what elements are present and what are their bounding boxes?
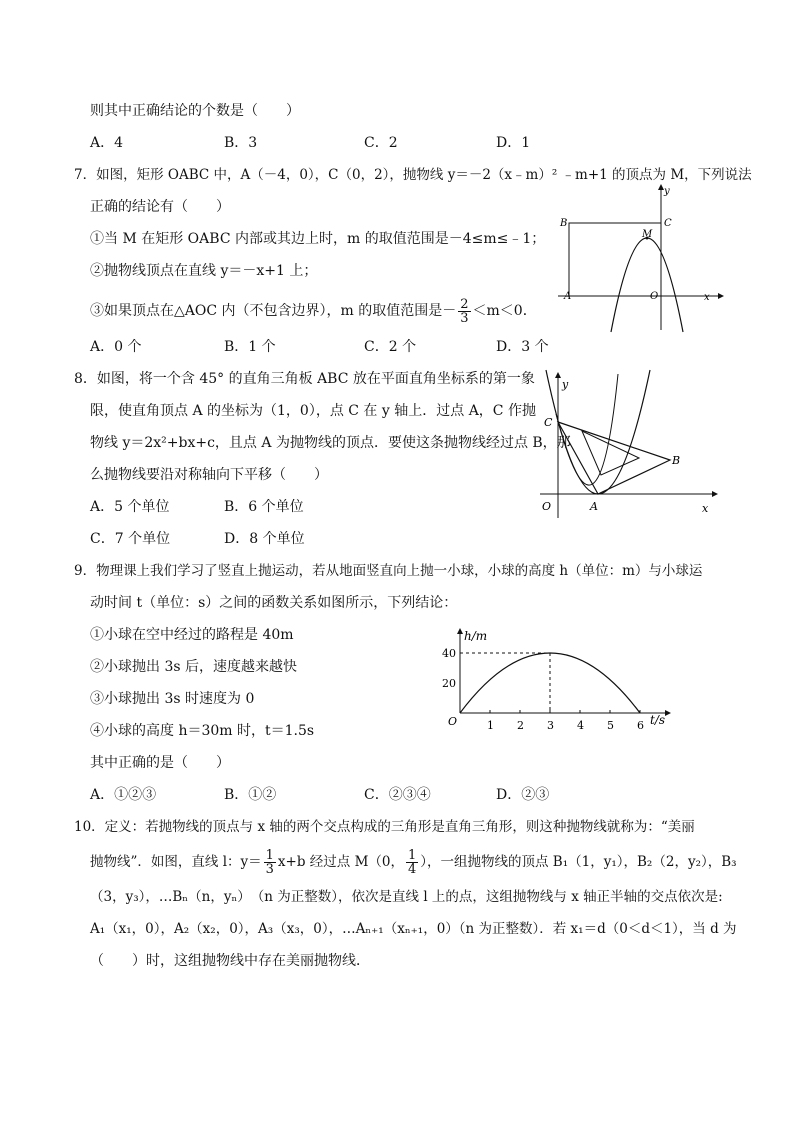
q8-label-o: O <box>542 500 552 513</box>
q9-line-2: 动时间 t（单位：s）之间的函数关系如图所示，下列结论： <box>90 595 458 611</box>
q9-x-tick-label-3: 3 <box>547 719 554 732</box>
q8-triangle-abc <box>558 422 670 494</box>
q9-x-tick-label-6: 6 <box>637 719 644 732</box>
q9-xlabel: t/s <box>650 713 666 727</box>
q9-statement-1: ①小球在空中经过的路程是 40m <box>90 627 294 643</box>
q10-line-2-b: x+b 经过点 M（0， <box>277 854 404 870</box>
q7-label-o: O <box>650 291 659 302</box>
q8-line-4: 么抛物线要沿对称轴向下平移（ ） <box>90 467 328 483</box>
q8-option-b: B．6 个单位 <box>224 499 304 515</box>
q8-option-c: C．7 个单位 <box>90 531 171 547</box>
q10-fraction-2: $\frac{1}{4}$ <box>407 848 417 877</box>
q6-option-a: A．4 <box>90 135 124 151</box>
q6-prompt: 则其中正确结论的个数是（ ） <box>90 103 300 119</box>
q9-x-tick-label-1: 1 <box>487 719 494 732</box>
q8-label-c: C <box>544 416 553 429</box>
q10-line-5: （ ）时，这组抛物线中存在美丽抛物线． <box>90 953 370 969</box>
q9-x-tick-label-4: 4 <box>577 719 584 732</box>
q9-statement-3: ③小球抛出 3s 时速度为 0 <box>90 691 255 707</box>
q7-label-x: x <box>704 292 710 303</box>
q8-x-arrow <box>712 491 718 497</box>
q7-statement-3 <box>90 296 537 326</box>
q7-parabola <box>611 238 683 332</box>
q10-fraction-1: $\frac{1}{3}$ <box>265 848 274 877</box>
q7-label-b: B <box>560 218 568 229</box>
q9-statement-4: ④小球的高度 h＝30m 时，t＝1.5s <box>90 723 315 739</box>
q10-line-4: A₁（x₁，0），A₂（x₂，0），A₃（x₃，0），…Aₙ₊₁（xₙ₊₁，0）（n 为正整数）．若 x₁＝d（0＜d＜1），当 d 为 <box>90 921 737 937</box>
q7-fraction: $\frac{2}{3}$ <box>460 296 469 326</box>
q9-y-tick-20: 20 <box>442 677 456 690</box>
q7-intro-cont: 正确的结论有（ ） <box>90 199 230 215</box>
q10-line-3: （3，y₃），…Bₙ（n，yₙ） （n 为正整数），依次是直线 l 上的点，这组抛物线与 x 轴正半轴的交点依次是: <box>90 889 723 905</box>
q7-option-c: C．2 个 <box>364 339 417 355</box>
q9-x-tick-label-2: 2 <box>517 719 524 732</box>
q8-label-b: B <box>672 454 681 467</box>
q9-option-a: A．①②③ <box>90 787 157 803</box>
q10-line-1: 10．定义：若抛物线的顶点与 x 轴的两个交点构成的三角形是直角三角形，则这种抛物线就称为：“美丽 <box>74 819 695 835</box>
q9-figure <box>444 624 680 736</box>
q6-option-d: D．1 <box>496 135 531 151</box>
q7-statement-3-tail: ＜m＜0． <box>472 303 537 319</box>
q10-line-2-a: 抛物线”．如图，直线 l：y＝ <box>90 854 262 870</box>
q9-origin-label: O <box>448 715 458 728</box>
q9-y-tick-40: 40 <box>442 647 456 660</box>
q7-label-y: y <box>664 186 670 197</box>
q7-figure <box>548 180 728 335</box>
q8-y-arrow <box>555 372 561 378</box>
q8-label-y: y <box>562 378 569 391</box>
q7-option-d: D．3 个 <box>496 339 549 355</box>
q7-option-b: B．1 个 <box>224 339 276 355</box>
q8-triangle-inner <box>582 431 639 475</box>
q9-statement-2: ②小球抛出 3s 后，速度越来越快 <box>90 659 297 675</box>
q9-x-arrow <box>665 710 671 716</box>
q8-label-x: x <box>702 502 709 515</box>
q9-y-arrow <box>457 628 463 634</box>
q7-statement-2: ②抛物线顶点在直线 y＝－x+1 上； <box>90 263 318 279</box>
q8-option-d: D．8 个单位 <box>224 531 305 547</box>
q6-option-c: C．2 <box>364 135 398 151</box>
q9-ylabel: h/m <box>464 629 488 643</box>
q7-statement-1: ①当 M 在矩形 OABC 内部或其边上时，m 的取值范围是－4≤m≤﹣1； <box>90 231 546 247</box>
q9-option-c: C．②③④ <box>364 787 431 803</box>
q7-option-a: A．0 个 <box>90 339 142 355</box>
q9-x-tick-label-5: 5 <box>607 719 614 732</box>
q8-line-1: 8．如图，将一个含 45° 的直角三角板 ABC 放在平面直角坐标系的第一象 <box>74 371 535 387</box>
q7-intro: 7．如图，矩形 OABC 中，A（－4，0），C（0，2），抛物线 y＝－2（x﹣m）² ﹣m+1 的顶点为 M，下列说法 <box>74 167 752 183</box>
q8-line-2: 限，使直角顶点 A 的坐标为（1，0），点 C 在 y 轴上．过点 A，C 作抛 <box>90 403 536 419</box>
q8-option-a: A．5 个单位 <box>90 499 170 515</box>
q9-option-d: D．②③ <box>496 787 550 803</box>
q8-line-3: 物线 y＝2x²+bx+c，且点 A 为抛物线的顶点．要使这条抛物线经过点 B，那 <box>90 435 571 451</box>
q10-line-2-c: ），一组抛物线的顶点 B₁（1，y₁），B₂（2，y₂），B₃ <box>420 854 737 870</box>
q8-figure <box>532 368 722 520</box>
q9-line-1: 9．物理课上我们学习了竖直上抛运动，若从地面竖直向上抛一小球，小球的高度 h（单位：m）与小球运 <box>74 563 703 579</box>
q9-ask: 其中正确的是（ ） <box>90 755 230 771</box>
q7-label-a: A <box>564 291 572 302</box>
q7-label-c: C <box>664 218 672 229</box>
q7-x-arrow <box>718 293 724 299</box>
q10-line-2 <box>90 846 737 878</box>
q8-label-a: A <box>590 500 598 513</box>
q6-option-b: B．3 <box>224 135 258 151</box>
q9-option-b: B．①② <box>224 787 277 803</box>
q7-label-m: M <box>642 229 653 240</box>
q7-statement-3-text: ③如果顶点在△AOC 内（不包含边界），m 的取值范围是－ <box>90 303 457 319</box>
